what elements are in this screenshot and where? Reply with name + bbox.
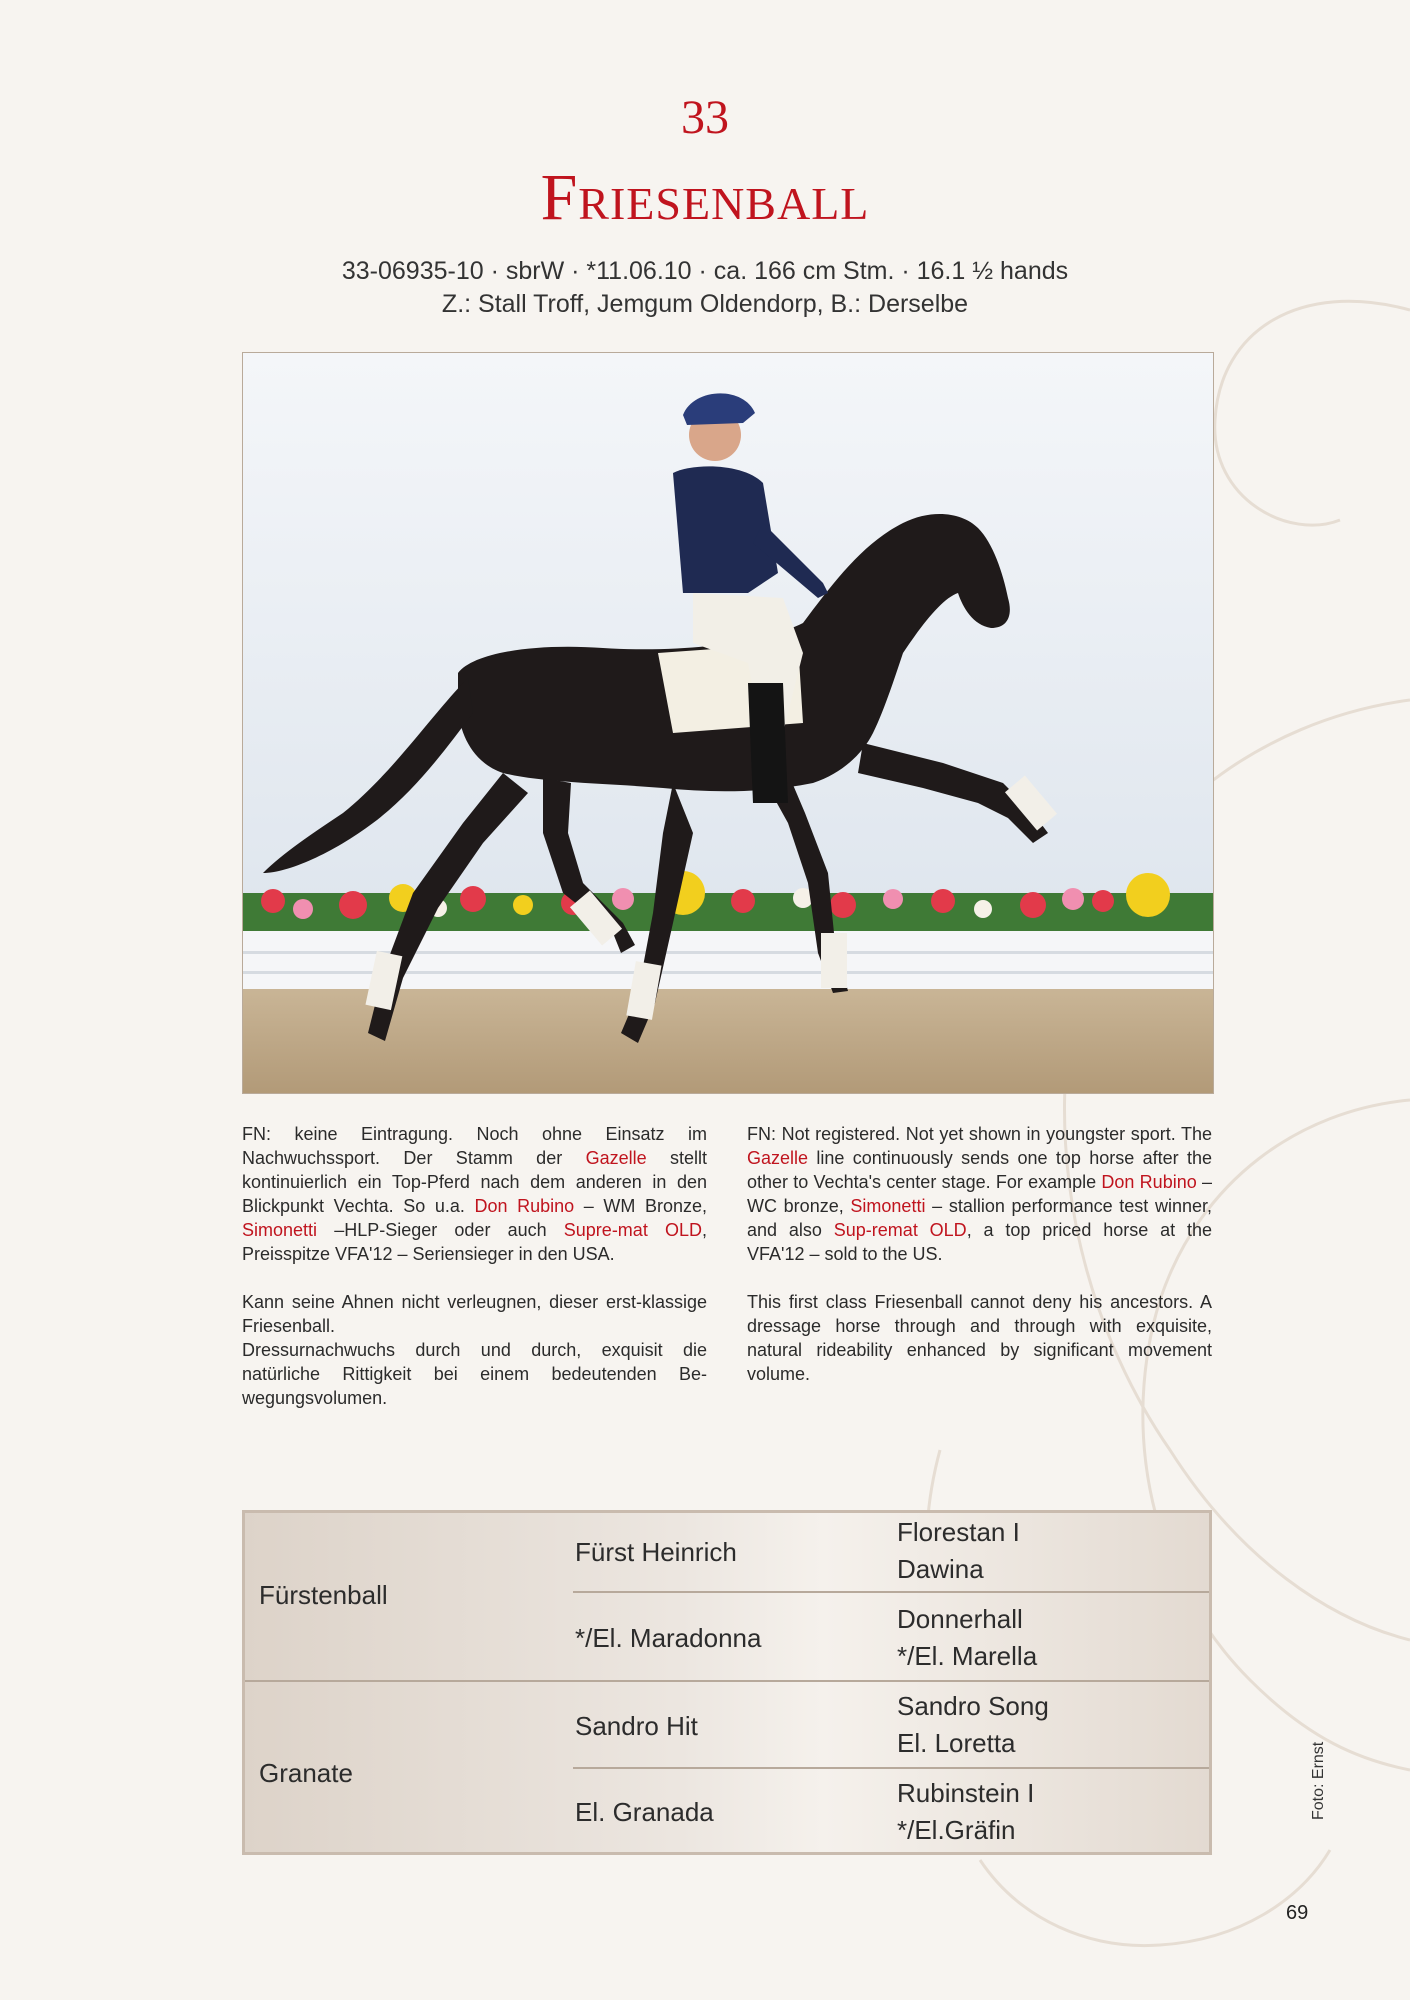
horse-details: 33-06935-10 · sbrW · *11.06.10 · ca. 166 cm Stm. · 16.1 ½ hands xyxy=(341,257,1069,285)
pedigree-dam-dam: El. Granada xyxy=(575,1797,714,1827)
description-german-paragraph-2: Kann seine Ahnen nicht verleugnen, dieser erst-klassige Friesenball. xyxy=(242,1292,707,1336)
pedigree-gen3-7: Rubinstein I xyxy=(897,1778,1035,1808)
photo-credit: Foto: Ernst xyxy=(1310,1741,1327,1820)
pedigree-name-highlight: Simonetti xyxy=(242,1220,318,1240)
pedigree-name-highlight: Gazelle xyxy=(747,1148,809,1168)
horse-photo xyxy=(242,352,1214,1094)
pedigree-name-highlight: Don Rubino xyxy=(474,1196,575,1216)
horse-name: Friesenball xyxy=(540,161,870,234)
description-english-paragraph-2: This first class Friesenball cannot deny his ancestors. A dressage horse through and through with exquisite, natural rideability enhanced by significant movement volume. xyxy=(747,1292,1212,1384)
page-number: 69 xyxy=(1286,1902,1309,1924)
pedigree-table xyxy=(242,1510,1212,1855)
pedigree-dam: Granate xyxy=(259,1758,353,1788)
lot-number: 33 xyxy=(681,91,729,144)
pedigree-gen3-4: */El. Marella xyxy=(897,1641,1038,1671)
description-english xyxy=(747,1122,1212,1410)
pedigree-name-highlight: Don Rubino xyxy=(1101,1172,1197,1192)
pedigree-name-highlight: Supre-mat OLD xyxy=(563,1220,702,1240)
pedigree-divider xyxy=(245,1680,1209,1682)
pedigree-dam-sire: Sandro Hit xyxy=(575,1711,698,1741)
pedigree-gen3-6: El. Loretta xyxy=(897,1728,1016,1758)
pedigree-divider xyxy=(573,1767,1209,1769)
description-german-paragraph-3: Dressurnachwuchs durch und durch, exquisit die natürliche Rittigkeit bei einem bedeutenden Be-wegungsvolumen. xyxy=(242,1340,707,1408)
pedigree-gen3-3: Donnerhall xyxy=(897,1604,1023,1634)
pedigree-sire-sire: Fürst Heinrich xyxy=(575,1537,737,1567)
description-german-paragraph-1: FN: keine Eintragung. Noch ohne Einsatz im Nachwuchssport. Der Stamm der Gazelle stellt kontinuierlich ein Top-Pferd nach dem anderen in den Blickpunkt Vechta. So u.a. Don Rubino – WM Bronze, Simonetti –HLP-Sieger oder auch Supre-mat OLD, Preisspitze VFA'12 – Seriensieger in den USA. xyxy=(242,1124,708,1264)
description-german xyxy=(242,1122,707,1434)
breeder-owner-line: Z.: Stall Troff, Jemgum Oldendorp, B.: Derselbe xyxy=(441,290,969,318)
pedigree-name-highlight: Gazelle xyxy=(585,1148,647,1168)
pedigree-name-highlight: Sup-remat OLD xyxy=(833,1220,967,1240)
pedigree-sire-dam: */El. Maradonna xyxy=(575,1623,762,1653)
pedigree-gen3-1: Florestan I xyxy=(897,1517,1020,1547)
description-english-paragraph-1: FN: Not registered. Not yet shown in youngster sport. The Gazelle line continuously sends one top horse after the other to Vechta's center stage. For example Don Rubino – WC bronze, Simonetti – stallion performance test winner, and also Sup-remat OLD, a top priced horse at the VFA'12 – sold to the US. xyxy=(747,1124,1213,1264)
pedigree-divider xyxy=(573,1591,1209,1593)
pedigree-sire: Fürstenball xyxy=(259,1580,388,1610)
pedigree-gen3-2: Dawina xyxy=(897,1554,984,1584)
pedigree-gen3-5: Sandro Song xyxy=(897,1691,1049,1721)
pedigree-gen3-8: */El.Gräfin xyxy=(897,1815,1016,1845)
pedigree-name-highlight: Simonetti xyxy=(850,1196,926,1216)
